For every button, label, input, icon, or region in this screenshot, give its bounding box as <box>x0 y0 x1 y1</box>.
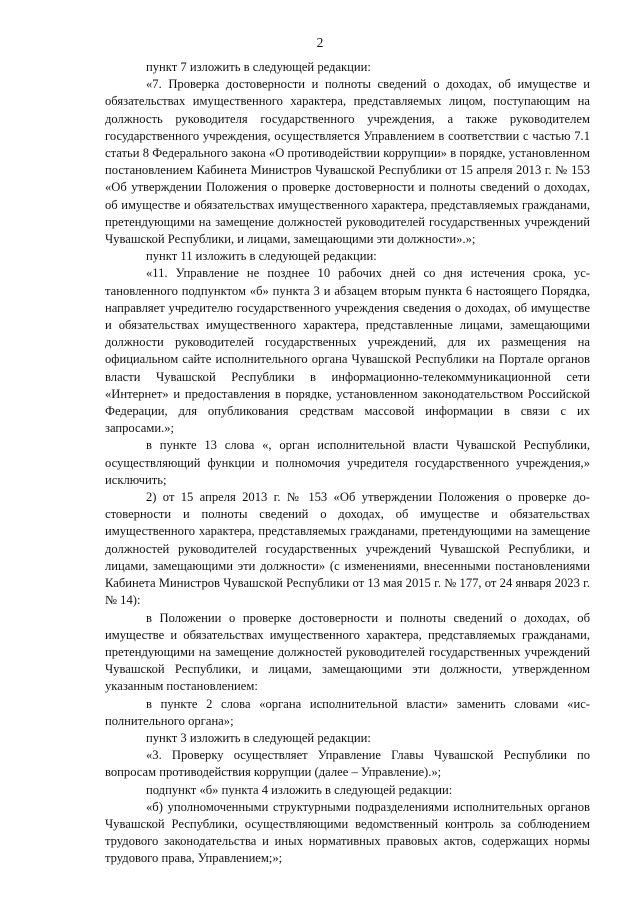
page-number: 2 <box>316 35 324 50</box>
paragraph: «3. Проверку осуществляет Управление Главы Чувашской Республики по вопросам противодействия коррупции (далее – Управление).»; <box>105 748 590 780</box>
paragraph: пункт 7 изложить в следующей редакции: <box>146 60 371 74</box>
paragraph: в пункте 13 слова «, орган исполнительной власти Чувашской Республики, осуществляющий функции и полномочия учредителя государственного учреждения,» исключить; <box>105 438 590 487</box>
paragraph: пункт 3 изложить в следующей редакции: <box>146 730 371 745</box>
paragraph: «б) уполномоченными структурными подразделениями исполнительных органов Чувашской Республики, осуществляющими ведомственный контроль за соблюдением трудового законодательства и иных нормативных правовых актов, содержащих нормы трудового права, Управлением;»; <box>105 799 590 866</box>
paragraph: «11. Управление не позднее 10 рабочих дней со дня истечения срока, установленного подпунктом «б» пункта 3 и абзацем вторым пункта 6 настоящего Порядка, направляет учредителю государственного учреждения сведения о доходах, об имуществе и обязательствах имущественного характера, представленные лицами, замещающими должности руководителей государственных учреждений, для их размещения на официальном сайте исполнительного органа Чувашской Республики на Портале органов власти Чувашской Республики в информационно-телекоммуникационной сети «Интернет» и предоставления в порядке, установленном законодательством Российской Федерации, для опубликования средствам массовой информации в связи с их запросами.»; <box>105 266 590 436</box>
document-body <box>105 59 590 868</box>
paragraph: 2) от 15 апреля 2013 г. № 153 «Об утверждении Положения о проверке достоверности и полноты сведений о доходах, об имуществе и обязательствах имущественного характера, представляемых гражданами, претендующими на замещение должностей руководителей государственных учреждений Чувашской Республики, и лицами, замещающими эти должности» (с изменениями, внесенными постановлениями Кабинета Министров Чувашской Республики от 13 мая 2015 г. № 177, от 24 января 2023 г. № 14): <box>105 490 590 608</box>
paragraph: подпункт «б» пункта 4 изложить в следующей редакции: <box>146 782 453 797</box>
paragraph: пункт 11 изложить в следующей редакции: <box>146 249 377 264</box>
paragraph: «7. Проверка достоверности и полноты сведений о доходах, об имуществе и обязательствах имущественного характера, представляемых лицом, поступающим на должность руководителя государственного учреждения, а также руководителем государственного учреждения, осуществляется Управлением в соответствии с частью 7.1 статьи 8 Федерального закона «О противодействии коррупции» в порядке, установленном постановлением Кабинета Министров Чувашской Республики от 15 апреля 2013 г. № 153 «Об утверждении Положения о проверке достоверности и полноты сведений о доходах, об имуществе и обязательствах имущественного характера, представляемых гражданами, претендующими на замещение должностей руководителей государственных учреждений Чувашской Республики, и лицами, замещающими эти должности».»; <box>105 77 590 247</box>
paragraph: в Положении о проверке достоверности и полноты сведений о доходах, об имуществе и обязательствах имущественного характера, представляемых гражданами, претендующими на замещение должностей руководителей государственных учреждений Чувашской Республики, и лицами, замещающими эти должности, утвержденном указанным постановлением: <box>105 610 590 694</box>
paragraph: в пункте 2 слова «органа исполнительной власти» заменить словами «исполнительного органа»; <box>105 696 590 728</box>
